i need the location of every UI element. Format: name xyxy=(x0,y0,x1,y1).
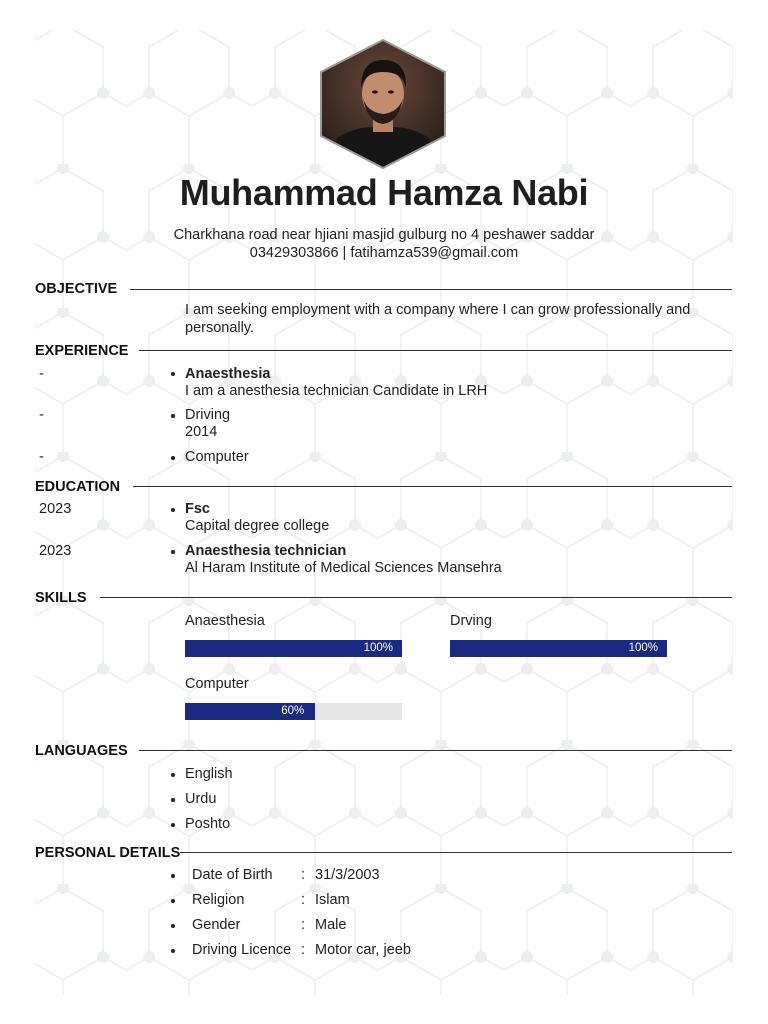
education-date: 2023 xyxy=(39,501,72,517)
skill-bar xyxy=(450,640,667,657)
bullet xyxy=(171,874,175,878)
bullet xyxy=(171,949,175,953)
education-heading: EDUCATION xyxy=(35,479,121,495)
bullet xyxy=(171,823,175,827)
bullet xyxy=(171,550,175,554)
education-title: Anaesthesia technician xyxy=(185,543,347,559)
experience-heading: EXPERIENCE xyxy=(35,343,129,359)
education-title: Fsc xyxy=(185,501,210,517)
bullet xyxy=(171,924,175,928)
detail-value: Male xyxy=(315,917,347,933)
skill-name: Drving xyxy=(450,613,492,629)
experience-detail: I am a anesthesia technician Candidate in LRH xyxy=(185,383,488,399)
skill-bar xyxy=(185,703,402,720)
phone-email: 03429303866 | fatihamza539@gmail.com xyxy=(249,245,519,261)
skill-percent: 60% xyxy=(281,705,305,717)
detail-label: Religion xyxy=(192,892,245,908)
skill-name: Computer xyxy=(185,676,249,692)
bullet xyxy=(171,414,175,418)
skills-heading: SKILLS xyxy=(35,590,87,606)
experience-title: Computer xyxy=(185,449,249,465)
bullet xyxy=(171,456,175,460)
objective-text: I am seeking employment with a company where I can grow professionally and personally. xyxy=(185,302,691,336)
skill-name: Anaesthesia xyxy=(185,613,265,629)
education-detail: Capital degree college xyxy=(185,518,330,534)
education-detail: Al Haram Institute of Medical Sciences Mansehra xyxy=(185,560,502,576)
language-item: English xyxy=(185,766,233,782)
objective-heading: OBJECTIVE xyxy=(35,281,118,297)
education-item xyxy=(185,543,502,577)
address: Charkhana road near hjiani masjid gulburg no 4 peshawer saddar xyxy=(173,227,595,243)
language-item: Urdu xyxy=(185,791,217,807)
detail-value: Islam xyxy=(315,892,350,908)
experience-item xyxy=(185,366,487,400)
experience-date: - xyxy=(39,407,44,423)
language-item: Poshto xyxy=(185,816,231,832)
education-divider xyxy=(133,486,732,487)
experience-item xyxy=(185,449,249,466)
skill-bar xyxy=(185,640,402,657)
experience-title: Driving xyxy=(185,407,231,423)
detail-colon: : xyxy=(301,867,306,883)
objective-divider xyxy=(130,289,732,290)
skill-percent: 100% xyxy=(363,642,393,654)
profile-photo xyxy=(319,38,447,170)
skills-divider xyxy=(100,597,732,598)
skill-percent: 100% xyxy=(628,642,658,654)
bullet xyxy=(171,508,175,512)
detail-value: Motor car, jeeb xyxy=(315,942,411,958)
languages-divider xyxy=(139,750,732,751)
personal-details-divider xyxy=(180,852,732,853)
detail-value: 31/3/2003 xyxy=(315,867,380,883)
experience-date: - xyxy=(39,449,44,465)
education-item xyxy=(185,501,329,535)
experience-title: Anaesthesia xyxy=(185,366,271,382)
experience-detail: 2014 xyxy=(185,424,218,440)
detail-label: Date of Birth xyxy=(192,867,273,883)
education-date: 2023 xyxy=(39,543,72,559)
languages-heading: LANGUAGES xyxy=(35,743,128,759)
bullet xyxy=(171,798,175,802)
contact-info xyxy=(0,226,768,262)
detail-label: Gender xyxy=(192,917,241,933)
bullet xyxy=(171,899,175,903)
experience-divider xyxy=(139,350,732,351)
bullet xyxy=(171,372,175,376)
detail-colon: : xyxy=(301,892,306,908)
experience-item xyxy=(185,407,230,441)
bullet xyxy=(171,773,175,777)
personal-details-heading: PERSONAL DETAILS xyxy=(35,845,181,861)
candidate-name: Muhammad Hamza Nabi xyxy=(179,172,589,213)
detail-label: Driving Licence xyxy=(192,942,292,958)
experience-date: - xyxy=(39,366,44,382)
detail-colon: : xyxy=(301,917,306,933)
detail-colon: : xyxy=(301,942,306,958)
